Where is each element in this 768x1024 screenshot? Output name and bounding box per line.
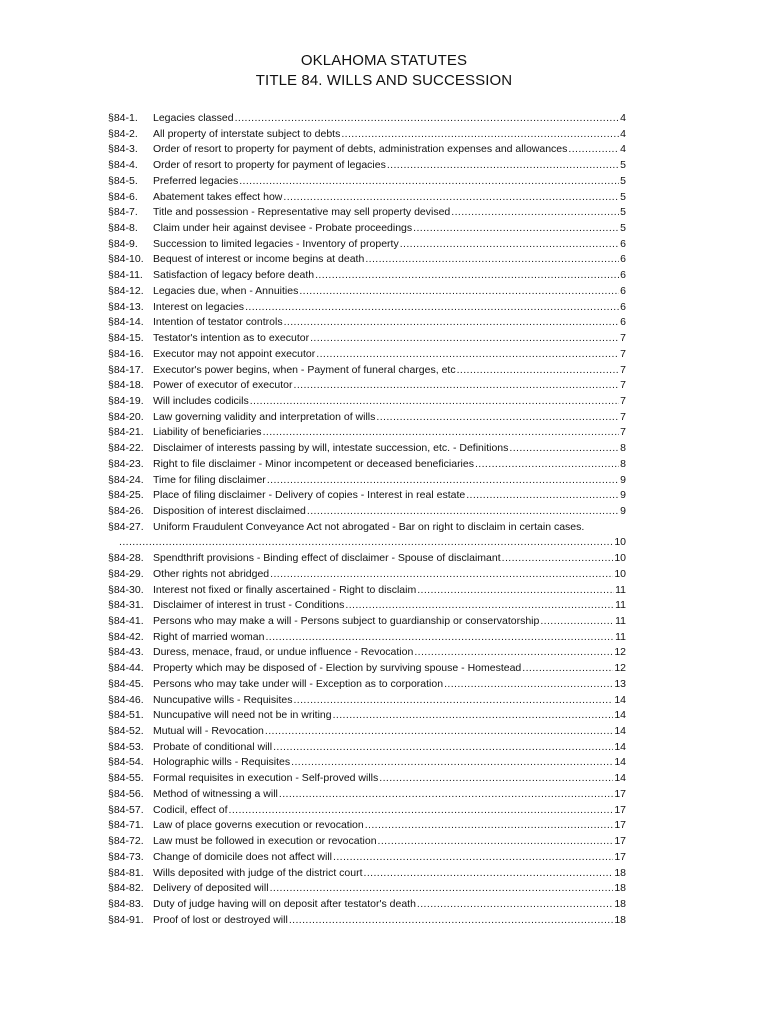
section-title: Property which may be disposed of - Election by surviving spouse - Homestead [153, 662, 522, 675]
dot-leader [299, 284, 619, 300]
dot-leader [466, 488, 619, 504]
title-subject: TITLE 84. WILLS AND SUCCESSION [255, 72, 513, 89]
toc-entry[interactable] [108, 252, 626, 268]
dot-leader [119, 535, 613, 551]
section-number: §84-71. [108, 819, 144, 832]
dot-leader [310, 331, 619, 347]
dot-leader [289, 913, 614, 929]
section-title: Abatement takes effect how [153, 190, 283, 203]
section-number: §84-56. [108, 787, 144, 800]
section-title: Preferred legacies [153, 174, 239, 187]
toc-entry[interactable] [108, 441, 626, 457]
section-number: §84-41. [108, 615, 144, 627]
dot-leader [400, 237, 619, 253]
page-number: 6 [620, 269, 626, 282]
section-title: Legacies classed [153, 112, 234, 124]
toc-entry[interactable] [108, 693, 626, 709]
page-number: 4 [620, 127, 626, 140]
section-title: Spendthrift provisions - Binding effect of disclaimer - Spouse of disclaimant [153, 552, 501, 565]
dot-leader [509, 441, 619, 457]
dot-leader [444, 677, 613, 693]
dot-leader [294, 378, 620, 394]
dot-leader [239, 174, 619, 190]
dot-leader [229, 803, 614, 819]
toc-entry[interactable] [108, 205, 626, 221]
dot-leader [267, 473, 619, 489]
document-header [0, 51, 768, 91]
toc-entry[interactable] [108, 268, 626, 284]
dot-leader [365, 818, 614, 834]
toc-entry[interactable] [108, 425, 626, 441]
section-number: §84-55. [108, 772, 144, 785]
dot-leader [283, 190, 619, 206]
toc-entry[interactable] [108, 614, 626, 630]
section-title: Disposition of interest disclaimed [153, 504, 306, 517]
section-number: §84-2. [108, 127, 138, 140]
dot-leader [279, 787, 613, 803]
section-title: Holographic wills - Requisites [153, 756, 291, 769]
section-number: §84-15. [108, 332, 144, 345]
page-number: 9 [620, 504, 626, 517]
dot-leader [235, 111, 620, 127]
page-number: 5 [620, 159, 626, 172]
page-number: 11 [615, 583, 626, 596]
page-number: 5 [620, 206, 626, 219]
dot-leader [522, 661, 613, 677]
section-title: Duty of judge having will on deposit after testator's death [153, 897, 416, 910]
section-title: Proof of lost or destroyed will [153, 913, 288, 926]
dot-leader [502, 551, 614, 567]
section-title: Formal requisites in execution - Self-proved wills [153, 772, 379, 785]
section-title: Title and possession - Representative may sell property devised [153, 206, 451, 219]
toc-entry[interactable] [108, 818, 626, 834]
page-number: 6 [620, 237, 626, 250]
section-number: §84-44. [108, 662, 144, 675]
section-number: §84-45. [108, 677, 144, 690]
toc-entry[interactable] [108, 535, 626, 551]
section-number: §84-11. [108, 269, 143, 282]
section-title: Law must be followed in execution or revocation [153, 835, 377, 848]
section-number: §84-31. [108, 599, 144, 612]
dot-leader [250, 394, 619, 410]
page-number: 10 [614, 567, 626, 580]
toc-entry[interactable] [108, 583, 626, 599]
page-number: 7 [620, 426, 626, 439]
section-number: §84-42. [108, 630, 144, 643]
dot-leader [316, 347, 619, 363]
section-number: §84-22. [108, 442, 144, 455]
section-title: Mutual will - Revocation [153, 725, 264, 738]
toc-entry[interactable] [108, 190, 626, 206]
page-number: 14 [614, 725, 626, 738]
page-number: 18 [614, 882, 626, 895]
toc-entry[interactable] [108, 645, 626, 661]
dot-leader [270, 881, 614, 897]
section-title: Bequest of interest or income begins at death [153, 253, 365, 266]
section-number: §84-43. [108, 646, 144, 659]
toc-entry[interactable] [108, 378, 626, 394]
toc-entry[interactable] [108, 331, 626, 347]
table-of-contents [108, 111, 626, 928]
toc-entry[interactable] [108, 410, 626, 426]
section-title: Duress, menace, fraud, or undue influence - Revocation [153, 646, 414, 659]
toc-entry[interactable] [108, 111, 626, 127]
dot-leader [387, 158, 619, 174]
section-number: §84-17. [108, 363, 144, 376]
dot-leader [293, 693, 613, 709]
page-number: 7 [620, 347, 626, 360]
section-title: Claim under heir against devisee - Probate proceedings [153, 222, 413, 235]
section-title: Persons who may take under will - Exception as to corporation [153, 677, 444, 690]
dot-leader [341, 127, 619, 143]
dot-leader [270, 567, 613, 583]
dot-leader [417, 897, 613, 913]
section-title: Probate of conditional will [153, 740, 273, 753]
page-number: 5 [620, 190, 626, 203]
page-number: 18 [614, 913, 626, 926]
section-number: §84-28. [108, 552, 144, 565]
toc-entry[interactable] [108, 315, 626, 331]
page-number: 6 [620, 253, 626, 266]
section-number: §84-18. [108, 379, 144, 392]
toc-entry[interactable] [108, 630, 626, 646]
dot-leader [291, 755, 613, 771]
section-title: Legacies due, when - Annuities [153, 284, 299, 297]
section-title: Interest on legacies [153, 300, 245, 313]
section-title: Interest not fixed or finally ascertained - Right to disclaim [153, 583, 417, 596]
section-number: §84-13. [108, 300, 144, 313]
section-number: §84-25. [108, 489, 144, 502]
page-number: 5 [620, 222, 626, 235]
dot-leader [245, 300, 619, 316]
page-number: 11 [615, 599, 626, 612]
page-number: 10 [614, 552, 626, 565]
section-number: §84-83. [108, 897, 144, 910]
section-title: Wills deposited with judge of the district court [153, 866, 363, 879]
section-number: §84-8. [108, 222, 138, 235]
section-number: §84-6. [108, 190, 138, 203]
dot-leader [568, 142, 619, 158]
toc-entry[interactable] [108, 661, 626, 677]
dot-leader [378, 834, 614, 850]
page-number: 4 [620, 112, 626, 124]
page-number: 14 [614, 740, 626, 753]
page-number: 14 [614, 709, 626, 722]
page-number: 17 [614, 787, 626, 800]
toc-entry[interactable] [108, 127, 626, 143]
section-title: Intention of testator controls [153, 316, 283, 329]
section-title: Testator's intention as to executor [153, 332, 310, 345]
section-number: §84-1. [108, 112, 138, 124]
toc-entry[interactable] [108, 488, 626, 504]
section-number: §84-51. [108, 709, 144, 722]
dot-leader [265, 724, 613, 740]
section-title: Codicil, effect of [153, 803, 228, 816]
section-number: §84-7. [108, 206, 138, 219]
page-number: 8 [620, 442, 626, 455]
toc-entry[interactable] [108, 284, 626, 300]
page-number: 7 [620, 363, 626, 376]
section-title: Right to file disclaimer - Minor incompetent or deceased beneficiaries [153, 457, 474, 470]
dot-leader [307, 504, 619, 520]
page-number: 7 [620, 332, 626, 345]
dot-leader [273, 740, 613, 756]
dot-leader [540, 614, 614, 630]
section-title: Liability of beneficiaries [153, 426, 262, 439]
toc-entry[interactable] [108, 394, 626, 410]
toc-entry[interactable] [108, 771, 626, 787]
page-number: 17 [614, 819, 626, 832]
page-number: 8 [620, 457, 626, 470]
section-title: Executor may not appoint executor [153, 347, 316, 360]
dot-leader [413, 221, 619, 237]
section-number: §84-91. [108, 913, 144, 926]
section-number: §84-29. [108, 567, 144, 580]
page-number: 11 [615, 630, 626, 643]
page-number: 4 [620, 143, 626, 156]
section-title: Change of domicile does not affect will [153, 850, 332, 863]
toc-entry[interactable] [108, 221, 626, 237]
toc-entry[interactable] [108, 598, 626, 614]
section-title: Uniform Fraudulent Conveyance Act not abrogated - Bar on right to disclaim in certain cases. [153, 520, 585, 533]
section-number: §84-24. [108, 473, 144, 486]
section-title: Time for filing disclaimer [153, 473, 266, 486]
section-number: §84-54. [108, 756, 144, 769]
dot-leader [475, 457, 619, 473]
dot-leader [376, 410, 619, 426]
section-number: §84-5. [108, 174, 138, 187]
section-number: §84-9. [108, 237, 138, 250]
section-title: Satisfaction of legacy before death [153, 269, 315, 282]
page-number: 11 [615, 615, 626, 627]
section-title: All property of interstate subject to debts [153, 127, 341, 140]
dot-leader [263, 425, 620, 441]
section-number: §84-27. [108, 520, 144, 533]
section-number: §84-12. [108, 284, 144, 297]
toc-entry[interactable] [108, 866, 626, 882]
section-title: Persons who may make a will - Persons subject to guardianship or conservatorship [153, 615, 540, 627]
section-title: Nuncupative will need not be in writing [153, 709, 332, 722]
page-number: 14 [614, 756, 626, 769]
section-number: §84-52. [108, 725, 144, 738]
dot-leader [414, 645, 613, 661]
toc-entry[interactable] [108, 834, 626, 850]
section-number: §84-57. [108, 803, 144, 816]
toc-entry[interactable] [108, 300, 626, 316]
page-number: 13 [614, 677, 626, 690]
page-number: 9 [620, 473, 626, 486]
statute-title: OKLAHOMA STATUTES [300, 52, 468, 69]
section-title: Nuncupative wills - Requisites [153, 693, 293, 706]
toc-entry[interactable] [108, 347, 626, 363]
toc-entry[interactable] [108, 740, 626, 756]
section-title: Law of place governs execution or revocation [153, 819, 364, 832]
section-title: Executor's power begins, when - Payment of funeral charges, etc [153, 363, 456, 376]
section-number: §84-46. [108, 693, 144, 706]
dot-leader [315, 268, 619, 284]
section-number: §84-19. [108, 394, 144, 407]
page-number: 14 [614, 693, 626, 706]
page-number: 7 [620, 394, 626, 407]
section-number: §84-26. [108, 504, 144, 517]
page-number: 18 [614, 866, 626, 879]
section-title: Right of married woman [153, 630, 265, 643]
section-title: Place of filing disclaimer - Delivery of copies - Interest in real estate [153, 489, 466, 502]
section-number: §84-10. [108, 253, 144, 266]
section-title: Other rights not abridged [153, 567, 270, 580]
toc-entry[interactable] [108, 787, 626, 803]
section-number: §84-14. [108, 316, 144, 329]
section-title: Succession to limited legacies - Inventory of property [153, 237, 399, 250]
section-title: Delivery of deposited will [153, 882, 269, 895]
page-number: 14 [614, 772, 626, 785]
toc-entry[interactable] [108, 755, 626, 771]
page-number: 18 [614, 897, 626, 910]
section-number: §84-82. [108, 882, 144, 895]
dot-leader [379, 771, 613, 787]
page-number: 7 [620, 379, 626, 392]
page-number: 10 [614, 536, 626, 549]
toc-entry[interactable] [108, 174, 626, 190]
section-title: Method of witnessing a will [153, 787, 278, 800]
toc-entry[interactable] [108, 142, 626, 158]
toc-entry[interactable] [108, 504, 626, 520]
section-number: §84-23. [108, 457, 144, 470]
toc-entry[interactable] [108, 520, 626, 536]
dot-leader [457, 363, 620, 379]
toc-entry[interactable] [108, 551, 626, 567]
toc-entry[interactable] [108, 457, 626, 473]
section-title: Order of resort to property for payment of debts, administration expenses and allowances [153, 143, 568, 156]
section-number: §84-53. [108, 740, 144, 753]
dot-leader [265, 630, 614, 646]
toc-entry[interactable] [108, 850, 626, 866]
section-number: §84-16. [108, 347, 144, 360]
page-number: 6 [620, 300, 626, 313]
toc-entry[interactable] [108, 677, 626, 693]
toc-entry[interactable] [108, 803, 626, 819]
page-number: 17 [614, 850, 626, 863]
toc-entry[interactable] [108, 567, 626, 583]
page-number: 6 [620, 284, 626, 297]
page-number: 12 [614, 646, 626, 659]
section-number: §84-73. [108, 850, 144, 863]
dot-leader [364, 866, 614, 882]
toc-entry[interactable] [108, 881, 626, 897]
section-number: §84-81. [108, 866, 144, 879]
toc-entry[interactable] [108, 913, 626, 929]
dot-leader [284, 315, 620, 331]
toc-entry[interactable] [108, 724, 626, 740]
dot-leader [333, 850, 613, 866]
section-title: Disclaimer of interest in trust - Conditions [153, 599, 345, 612]
dot-leader [333, 708, 614, 724]
page-number: 7 [620, 410, 626, 423]
section-number: §84-20. [108, 410, 144, 423]
page-number: 12 [614, 662, 626, 675]
toc-entry[interactable] [108, 473, 626, 489]
section-title: Law governing validity and interpretation of wills [153, 410, 376, 423]
toc-entry[interactable] [108, 158, 626, 174]
section-number: §84-72. [108, 835, 144, 848]
dot-leader [451, 205, 619, 221]
section-number: §84-3. [108, 143, 138, 156]
dot-leader [345, 598, 614, 614]
page-number: 6 [620, 316, 626, 329]
toc-entry[interactable] [108, 237, 626, 253]
page-number: 9 [620, 489, 626, 502]
page-number: 5 [620, 174, 626, 187]
toc-entry[interactable] [108, 708, 626, 724]
section-title: Power of executor of executor [153, 379, 293, 392]
section-title: Will includes codicils [153, 394, 249, 407]
section-title: Disclaimer of interests passing by will, intestate succession, etc. - Definitions [153, 442, 509, 455]
page-number: 17 [614, 835, 626, 848]
dot-leader [365, 252, 619, 268]
section-number: §84-21. [108, 426, 144, 439]
toc-entry[interactable] [108, 363, 626, 379]
section-title: Order of resort to property for payment of legacies [153, 159, 386, 172]
section-number: §84-4. [108, 159, 138, 172]
section-number: §84-30. [108, 583, 144, 596]
page-number: 17 [614, 803, 626, 816]
dot-leader [417, 583, 614, 599]
toc-entry[interactable] [108, 897, 626, 913]
